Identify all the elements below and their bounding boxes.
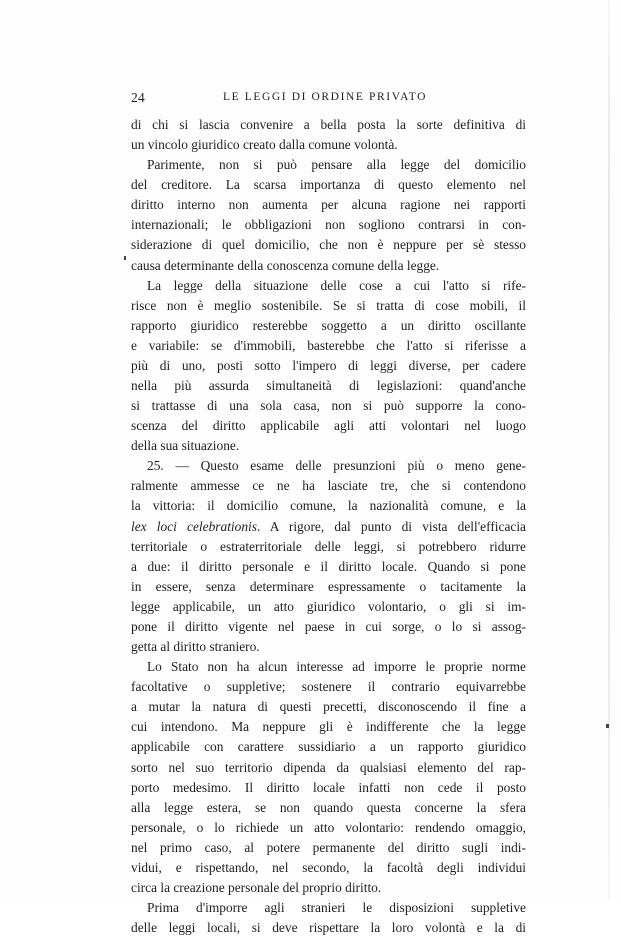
text-line: getta al diritto straniero.: [131, 639, 260, 655]
text-line: ralmente ammesse ce ne ha lasciate tre, che si contendono: [131, 478, 526, 494]
text-line: legge applicabile, un atto giuridico volontario, o gli si im-: [131, 598, 526, 614]
text-line: cui intendono. Ma neppure gli è indifferente che la legge: [131, 719, 526, 735]
text-line: porto medesimo. Il diritto locale infatti non cede il posto: [131, 779, 526, 795]
text-line: la vittoria: il domicilio comune, la nazionalità comune, e la: [131, 498, 526, 514]
text-line: circa la creazione personale del proprio diritto.: [131, 879, 382, 895]
text-line: territoriale o estraterritoriale delle leggi, si potrebbero ridurre: [131, 538, 526, 554]
text-line: e variabile: se d'immobili, basterebbe che l'atto si riferisse a: [131, 337, 526, 353]
scan-speck: [124, 256, 126, 260]
text-line: un vincolo giuridico creato dalla comune volontà.: [131, 137, 398, 153]
text-line: scenza del diritto applicabile agli atti volontari nel luogo: [131, 418, 526, 434]
text-line: delle leggi locali, si deve rispettare la loro volontà e la di: [131, 920, 526, 936]
text-line: sorto nel suo territorio dipenda da qualsiasi elemento del rap-: [131, 759, 526, 775]
text-line: causa determinante della conoscenza comune della legge.: [131, 257, 440, 273]
text-line: rapporto giuridico resterebbe soggetto a un diritto oscillante: [131, 317, 526, 333]
text-line: nella più assurda simultaneità di legislazioni: quand'anche: [131, 378, 526, 394]
text-line: personale, o lo richiede un atto volontario: rendendo omaggio,: [131, 819, 526, 835]
text-line: di chi si lascia convenire a bella posta la sorte definitiva di: [131, 117, 526, 132]
text-line: facoltative o suppletive; sostenere il contrario equivarrebbe: [131, 679, 526, 695]
text-line: pone il diritto vigente nel paese in cui sorge, o lo si assog-: [131, 618, 526, 634]
running-title: LE LEGGI DI ORDINE PRIVATO: [223, 91, 428, 103]
text-line: a mutar la natura di questi precetti, disconoscendo il fine a: [131, 699, 526, 715]
text-line: Prima d'imporre agli stranieri le disposizioni suppletive: [147, 900, 526, 916]
text-line: vidui, e rispettando, nel secondo, la facoltà degli individui: [131, 859, 526, 875]
body-text: [131, 115, 526, 938]
text-line: La legge della situazione delle cose a cui l'atto si rife-: [147, 277, 526, 293]
text-line: internazionali; le obbligazioni non sogliono contrarsi in con-: [131, 217, 526, 233]
text-line: lex loci celebrationis. A rigore, dal punto di vista dell'efficacia: [131, 518, 526, 534]
text-line: risce non è meglio sostenibile. Se si tratta di cose mobili, il: [131, 297, 526, 313]
text-line: applicabile con carattere sussidiario a un rapporto giuridico: [131, 739, 526, 755]
text-line: del creditore. La scarsa importanza di questo elemento nel: [131, 177, 526, 193]
text-line: siderazione di quel domicilio, che non è neppure per sè stesso: [131, 237, 526, 253]
text-line: diritto interno non aumenta per alcuna ragione nei rapporti: [131, 197, 526, 213]
text-line: nel primo caso, al potere permanente del diritto sugli indi-: [131, 839, 526, 855]
text-line: si trattasse di una sola casa, non si può supporre la cono-: [131, 398, 526, 414]
text-line: Parimente, non si può pensare alla legge del domicilio: [147, 157, 526, 173]
text-line: in essere, senza determinare espressamente o tacitamente la: [131, 578, 526, 594]
text-line: più di uno, posti sotto l'impero di leggi diverse, per cadere: [131, 357, 526, 373]
text-line: 25. — Questo esame delle presunzioni più o meno gene-: [147, 458, 526, 474]
text-line: Lo Stato non ha alcun interesse ad imporre le proprie norme: [147, 659, 526, 675]
text-line: alla legge estera, se non quando questa concerne la sfera: [131, 799, 526, 815]
text-line: della sua situazione.: [131, 438, 240, 454]
page-edge-shadow: [608, 0, 610, 900]
page-number: 24: [131, 90, 146, 105]
text-line: a due: il diritto personale e il diritto locale. Quando si pone: [131, 558, 526, 574]
page-header: [131, 90, 526, 108]
scan-speck: [606, 724, 609, 728]
